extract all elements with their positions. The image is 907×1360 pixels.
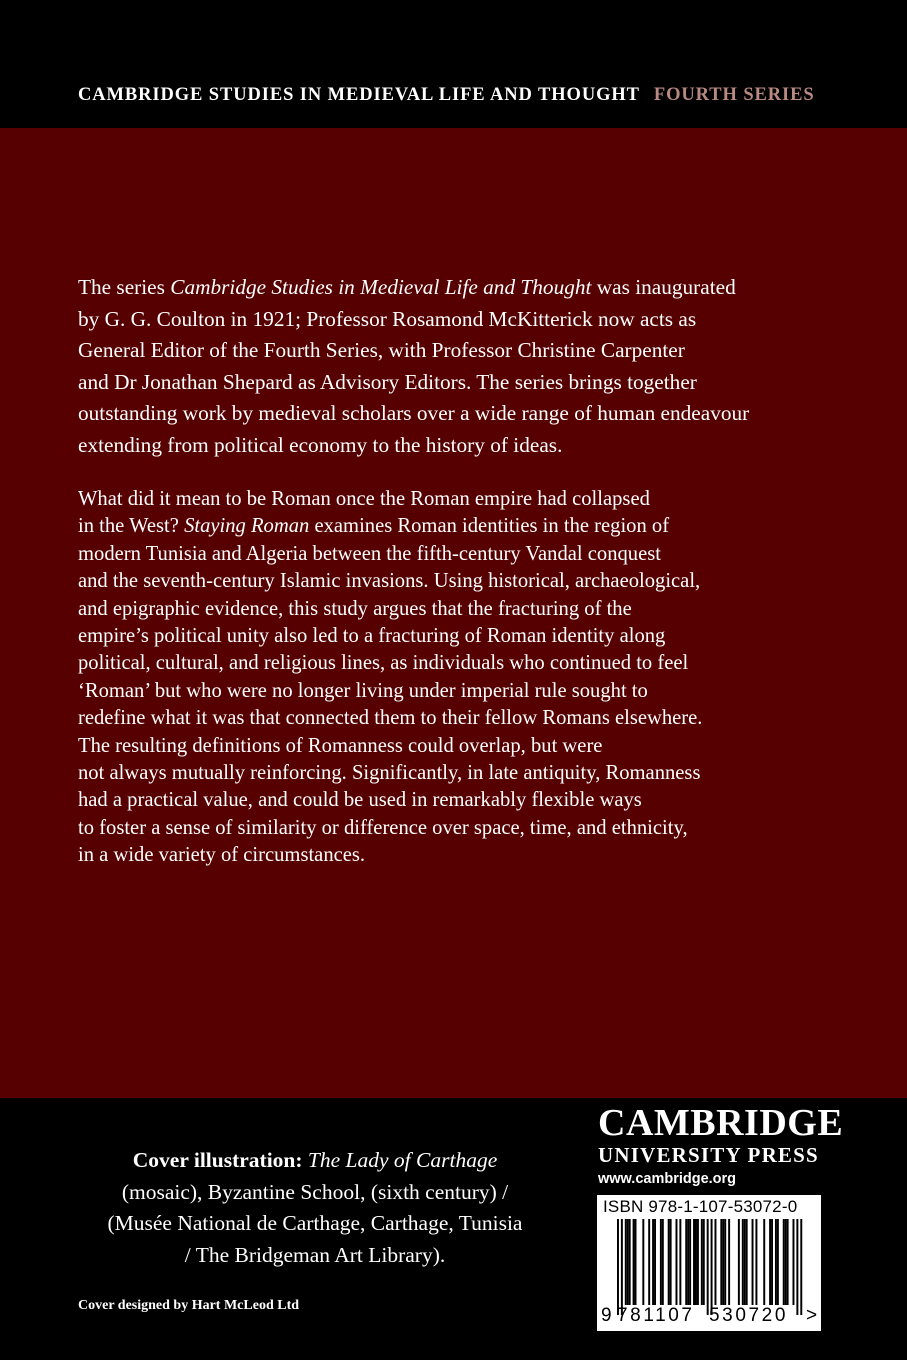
barcode-bar [742,1219,744,1305]
publisher-logo [598,1102,844,1187]
barcode-bar [625,1219,627,1305]
book-description-line: What did it mean to be Roman once the Roman empire had collapsed [78,488,650,510]
book-description-line: political, cultural, and religious lines, as individuals who continued to feel [78,652,689,675]
barcode-bar [703,1219,705,1305]
barcode-bar [720,1219,722,1305]
book-description-line: had a practical value, and could be used in remarkably flexible ways [78,789,642,812]
barcode-bar [783,1219,785,1305]
barcode-bar [617,1219,619,1315]
series-description-line: General Editor of the Fourth Series, with Professor Christine Carpenter [78,338,685,362]
barcode-bar [654,1219,656,1305]
barcode-bar [763,1219,765,1305]
barcode-bar [724,1219,726,1305]
book-description [78,486,838,870]
cover-designer-credit: Cover designed by Hart McLeod Ltd [78,1298,300,1313]
barcode-bar [796,1219,798,1315]
barcode-bar [715,1219,717,1305]
barcode-bar [755,1219,757,1305]
barcode-bar [629,1219,631,1305]
book-title-italic: Staying Roman [184,515,310,538]
publisher-url: www.cambridge.org [598,1171,737,1187]
series-description-line: extending from political economy to the history of ideas. [78,432,563,457]
series-description-line: and Dr Jonathan Shepard as Advisory Editors. The series brings together [78,369,697,394]
barcode-bar [676,1219,678,1305]
book-description-line: The resulting definitions of Romanness could overlap, but were [78,734,603,757]
barcode-bar [722,1219,724,1305]
book-description-line: in a wide variety of circumstances. [78,844,366,867]
barcode-bar [689,1219,691,1305]
barcode-bar [642,1219,644,1305]
barcode-bar [744,1219,746,1305]
barcode-bar [777,1219,779,1305]
barcode-bar [787,1219,789,1305]
barcode-bar [635,1219,637,1305]
series-description-line: The series Cambridge Studies in Medieval Life and Thought was inaugurated [78,275,736,299]
isbn-label: ISBN 978-1-107-53072-0 [603,1197,798,1216]
ean-quiet-zone-arrow: > [806,1305,818,1326]
series-title-italic: Cambridge Studies in Medieval Life and Thought [170,275,592,299]
barcode-bar [679,1219,681,1305]
cover-credit-line: (mosaic), Byzantine School, (sixth century) / [121,1179,509,1204]
barcode-bar [685,1219,687,1305]
cover-credit-line: (Musée National de Carthage, Carthage, Tunisia [107,1211,523,1235]
barcode-bar [752,1219,754,1305]
barcode-bar [746,1219,748,1305]
barcode-bar [800,1219,802,1315]
book-description-line: to foster a sense of similarity or difference over space, time, and ethnicity, [78,816,688,839]
barcode-bar [695,1219,697,1305]
barcode-bar [668,1219,670,1305]
book-description-line: ‘Roman’ but who were no longer living under imperial rule sought to [78,679,648,702]
ean-lead-digit: 9 [601,1305,612,1326]
book-description-line: and the seventh-century Islamic invasions. Using historical, archaeological, [78,570,701,593]
ean-left-group: 781107 [617,1305,695,1326]
barcode-bar [711,1219,713,1315]
barcode-bar [627,1219,629,1305]
book-description-line: redefine what it was that connected them to their fellow Romans elsewhere. [78,707,703,730]
barcode-bar [771,1219,773,1305]
barcode-bar [701,1219,703,1305]
barcode-bar [652,1219,654,1305]
barcode-bar [648,1219,650,1305]
barcode-bar [728,1219,730,1305]
series-number: FOURTH SERIES [653,85,815,105]
book-description-line: modern Tunisia and Algeria between the fifth-century Vandal conquest [78,542,661,565]
barcode-bar [738,1219,740,1305]
barcode-bar [633,1219,635,1305]
barcode-bar [662,1219,664,1305]
publisher-imprint: UNIVERSITY PRESS [598,1143,819,1167]
barcode-bar [775,1219,777,1305]
header-band [0,0,907,128]
book-description-line: empire’s political unity also led to a fracturing of Roman identity along [78,625,666,648]
book-description-line: not always mutually reinforcing. Significantly, in late antiquity, Romanness [78,762,701,785]
book-description-line: and epigraphic evidence, this study argues that the fracturing of the [78,597,632,620]
cover-credit-line: / The Bridgeman Art Library). [184,1242,446,1267]
barcode-bar [793,1219,795,1305]
barcode-bar [769,1219,771,1305]
cover-credit-title: The Lady of Carthage [307,1148,498,1172]
barcode-bar [785,1219,787,1305]
isbn-barcode [597,1195,821,1331]
publisher-name: CAMBRIDGE [598,1102,844,1144]
book-description-line: in the West? Staying Roman examines Roman identities in the region of [78,515,670,538]
barcode-bar [697,1219,699,1305]
barcode-bar [621,1219,623,1315]
series-description-line: outstanding work by medieval scholars over a wide range of human endeavour [78,401,750,425]
barcode-bar [670,1219,672,1305]
series-heading [78,85,815,106]
barcode-bar [660,1219,662,1305]
series-description [78,272,838,461]
cover-credit-label: Cover illustration: [132,1148,303,1172]
ean-right-group: 530720 [709,1305,789,1326]
barcode-bar [693,1219,695,1305]
barcode-bar [687,1219,689,1305]
series-title: CAMBRIDGE STUDIES IN MEDIEVAL LIFE AND THOUGHT [78,85,640,105]
cover-illustration-credit [80,1145,550,1271]
series-description-line: by G. G. Coulton in 1921; Professor Rosamond McKitterick now acts as [78,306,697,331]
barcode-bar [707,1219,709,1315]
